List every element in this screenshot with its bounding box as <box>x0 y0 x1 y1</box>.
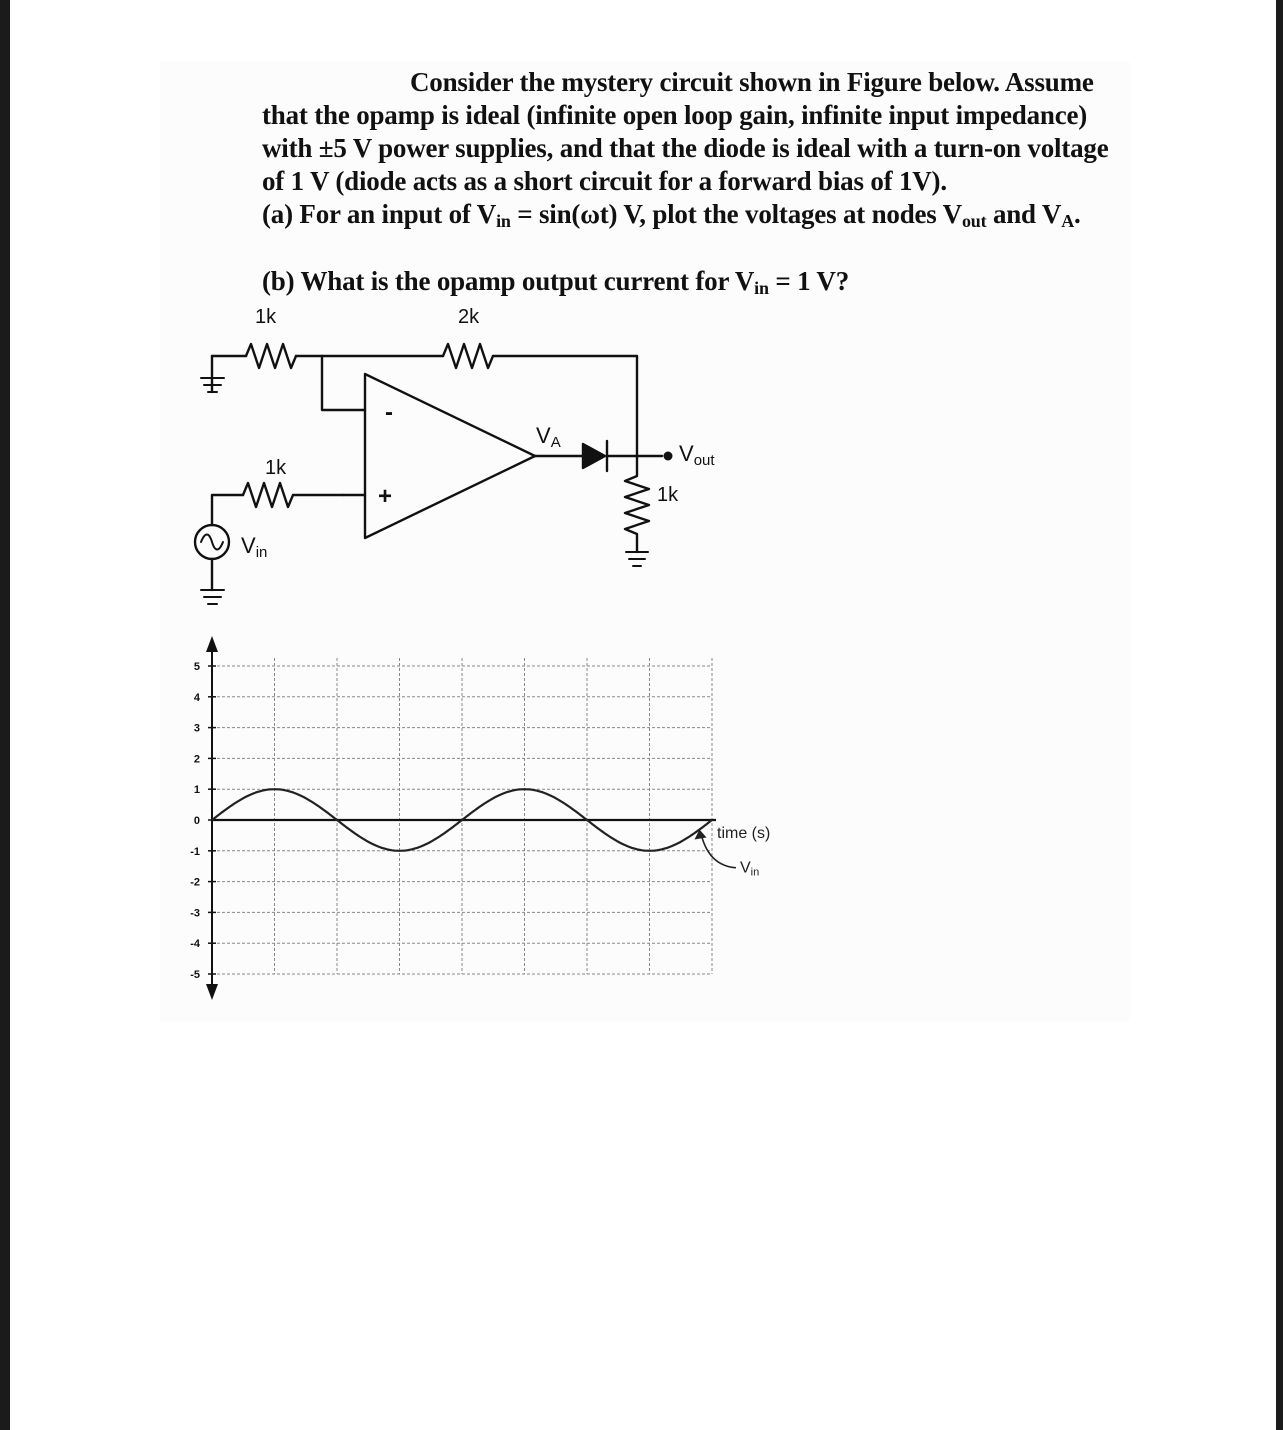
label-r2: 2k <box>458 306 480 328</box>
y-tick-label: 1 <box>193 784 200 797</box>
y-tick-label: -3 <box>190 907 200 920</box>
wire-input-to-source <box>212 495 243 525</box>
resistor-1k-load <box>625 456 649 552</box>
resistor-1k-top <box>246 344 296 368</box>
opamp-minus-sign: - <box>385 399 393 426</box>
y-axis-arrow-up <box>206 636 218 652</box>
opamp-plus-sign: + <box>378 483 393 510</box>
plot-grid <box>212 658 712 974</box>
x-axis-label: time (s) <box>717 825 771 842</box>
plot-axes <box>206 636 716 1000</box>
problem-line-2: that the opamp is ideal (infinite open loop gain, infinite input impedance) <box>262 100 1088 130</box>
y-tick-label: -4 <box>190 938 200 951</box>
y-tick-label: 3 <box>193 722 200 735</box>
wire-to-inverting-input <box>322 356 365 410</box>
y-tick-label: -2 <box>190 876 200 889</box>
label-r1: 1k <box>255 306 277 328</box>
diode-body <box>583 444 605 468</box>
ground-symbol-load <box>626 552 648 566</box>
label-r-load: 1k <box>657 484 679 506</box>
resistor-2k-feedback <box>443 344 493 368</box>
series-label-vin: Vin <box>740 859 760 879</box>
wire-feedback-to-vout <box>493 356 637 455</box>
vout-node-dot <box>664 452 673 461</box>
sine-symbol <box>201 535 223 550</box>
resistor-1k-input <box>243 483 343 507</box>
plot <box>190 636 770 1000</box>
y-tick-label: 4 <box>193 691 200 704</box>
label-va: VA <box>536 423 561 451</box>
problem-part-b: (b) What is the opamp output current for $V_{in} = 1$ V? <box>262 266 850 298</box>
y-tick-label: 5 <box>193 661 200 673</box>
problem-part-a: (a) For an input of $V_{in} = \sin(\omega t)$ V, plot the voltages at nodes $V_{out}$ and $V_A$. <box>262 199 1081 231</box>
problem-line-4: of 1 V (diode acts as a short circuit for a forward bias of 1V). <box>262 166 947 196</box>
y-tick-label: 0 <box>193 815 200 827</box>
y-tick-label: -5 <box>190 969 200 981</box>
problem-line-1: Consider the mystery circuit shown in Figure below. Assume <box>410 67 1094 97</box>
label-vout: Vout <box>679 441 715 469</box>
y-axis-arrow-down <box>206 984 218 1000</box>
ground-symbol-source <box>201 590 224 604</box>
y-tick-label: -1 <box>190 845 200 858</box>
y-tick-label: 2 <box>193 753 200 766</box>
label-r-input: 1k <box>265 457 287 479</box>
problem-line-3: with ±5 V power supplies, and that the diode is ideal with a turn-on voltage <box>262 133 1109 163</box>
label-vin-source: Vin <box>241 533 268 561</box>
